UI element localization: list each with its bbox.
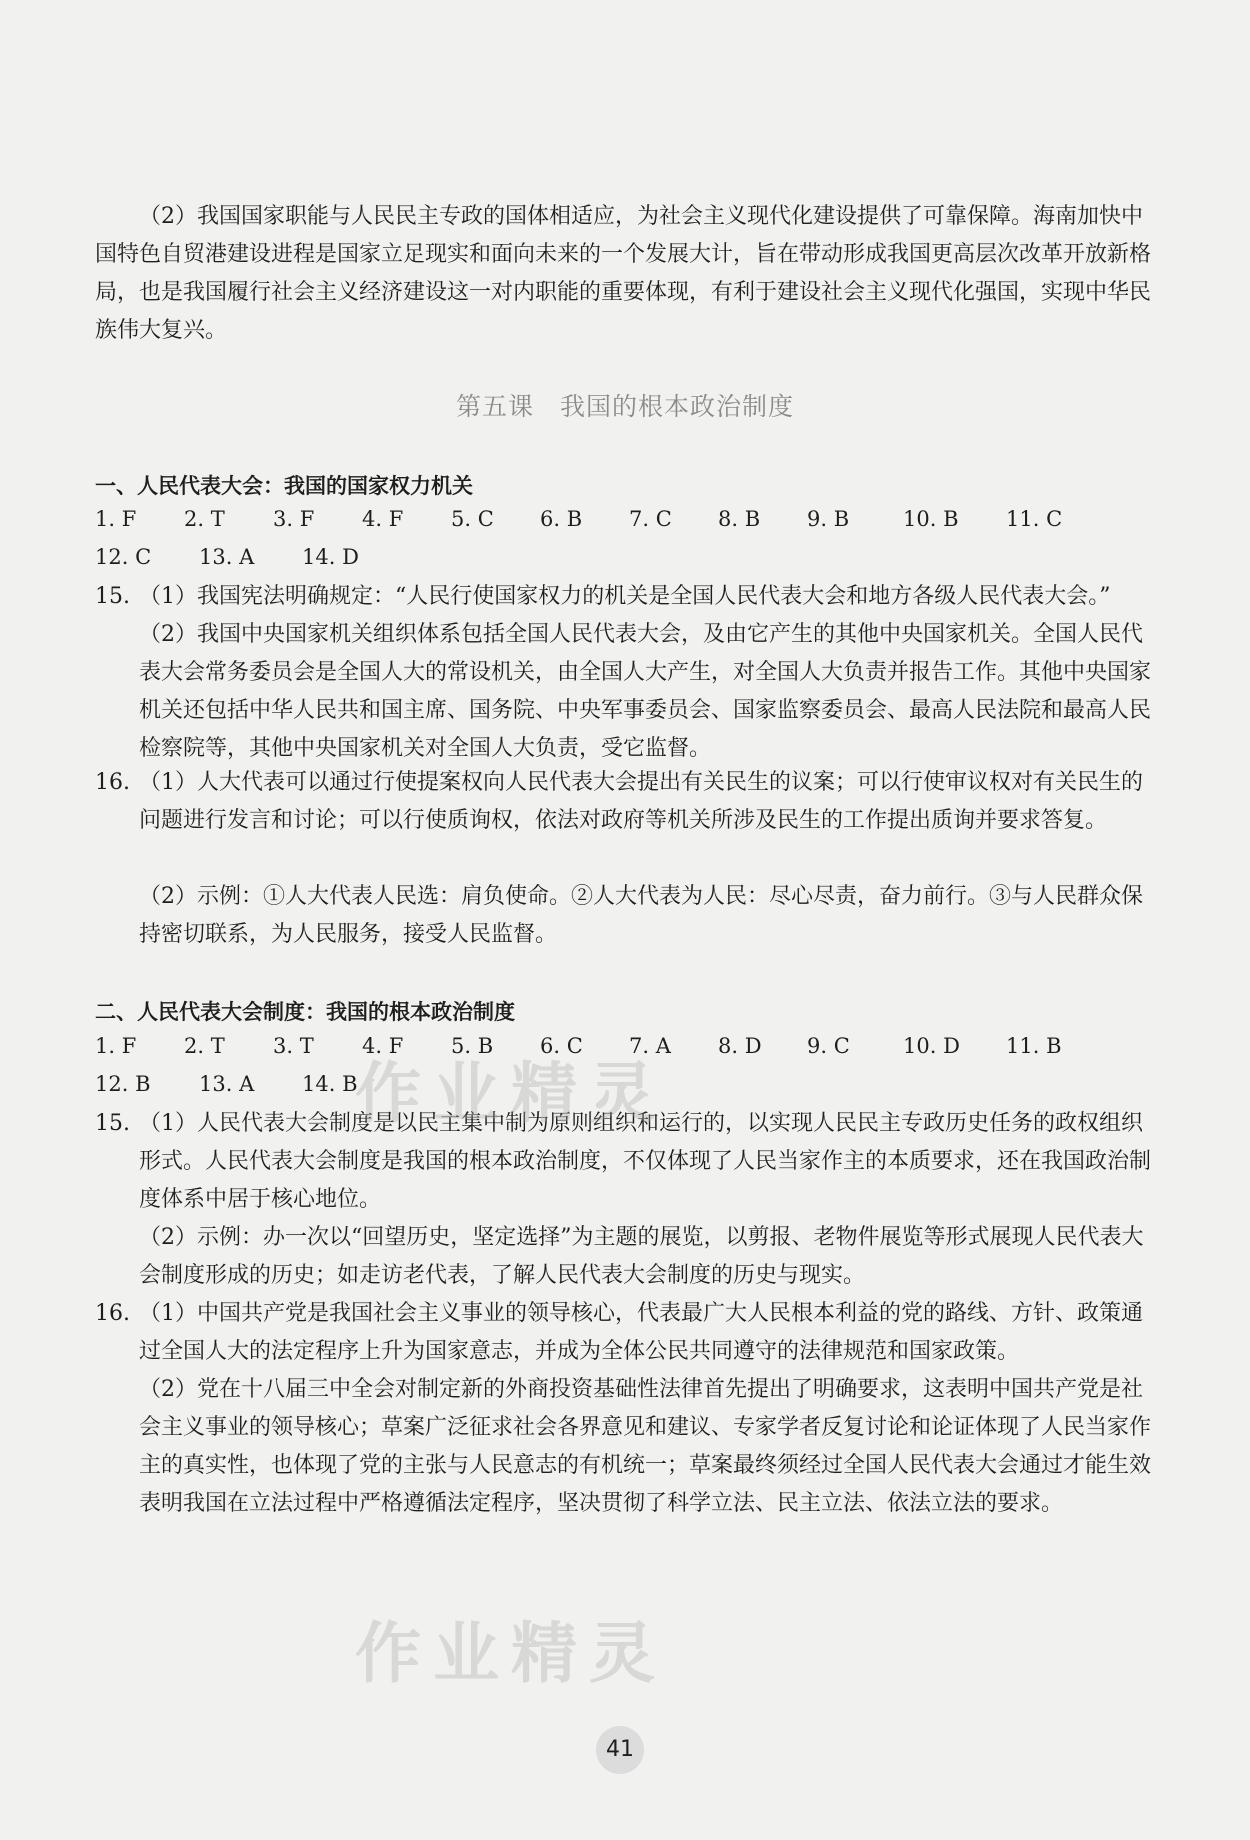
watermark-logo: 作业精灵	[355, 1055, 667, 1132]
question-number: 15.	[95, 584, 130, 609]
answer-text: （1）人民代表大会制度是以民主集中制为原则组织和运行的，以实现人民民主专政历史任务的政权组织形式。人民代表大会制度是我国的根本政治制度，不仅体现了人民当家作主的本质要求，还在我国政治制度体系中居于核心地位。	[139, 1111, 1152, 1212]
intro-paragraph: （2）我国国家职能与人民民主专政的国体相适应，为社会主义现代化建设提供了可靠保障。海南加快中国特色自贸港建设进程是国家立足现实和面向未来的一个发展大计，旨在带动形成我国更高层次改革开放新格局，也是我国履行社会主义经济建设这一对内职能的重要体现，有利于建设社会主义现代化强国，实现中华民族伟大复兴。	[95, 204, 1152, 343]
question-number: 16.	[95, 770, 130, 795]
watermark-logo: 作业精灵	[355, 1615, 667, 1692]
section2-q16-part2: （2）党在十八届三中全会对制定新的外商投资基础性法律首先提出了明确要求，这表明中国共产党是社会主义事业的领导核心；草案广泛征求社会各界意见和建议、专家学者反复讨论和论证体现了人民当家作主的真实性，也体现了党的主张与人民意志的有机统一；草案最终须经过全国人民代表大会通过才能生效表明我国在立法过程中严格遵循法定程序，坚决贯彻了科学立法、民主立法、依法立法的要求。	[139, 1377, 1152, 1516]
answer-item: 9. B	[807, 507, 850, 531]
answer-item: 10. B	[903, 507, 959, 531]
question-number: 15.	[95, 1111, 130, 1136]
answer-item: 6. B	[540, 507, 583, 531]
section1-q15	[95, 578, 1155, 616]
answer-item: 14. B	[302, 1072, 358, 1096]
answer-text: （1）我国宪法明确规定：“人民行使国家权力的机关是全国人民代表大会和地方各级人民代表大会。”	[139, 584, 1111, 609]
answer-item: 6. C	[540, 1034, 583, 1058]
answer-item: 2. T	[184, 507, 225, 531]
answer-item: 4. F	[362, 1034, 404, 1058]
page-number: 41	[596, 1726, 644, 1774]
answer-item: 12. C	[95, 545, 152, 569]
section1-answers-row2	[95, 545, 495, 575]
answer-item: 2. T	[184, 1034, 225, 1058]
answer-item: 12. B	[95, 1072, 151, 1096]
answer-item: 3. T	[273, 1034, 314, 1058]
answer-item: 13. A	[199, 545, 255, 569]
answer-item: 7. A	[629, 1034, 671, 1058]
answer-item: 7. C	[629, 507, 672, 531]
section1-q16-part2: （2）示例：①人大代表人民选：肩负使命。②人大代表为人民：尽心尽责，奋力前行。③与人民群众保持密切联系，为人民服务，接受人民监督。	[139, 884, 1144, 947]
section1-title: 一、人民代表大会：我国的国家权力机关	[95, 474, 473, 498]
answer-item: 4. F	[362, 507, 404, 531]
section1-q15-part2: （2）我国中央国家机关组织体系包括全国人民代表大会，及由它产生的其他中央国家机关。全国人民代表大会常务委员会是全国人大的常设机关，由全国人大产生，对全国人大负责并报告工作。其他中央国家机关还包括中华人民共和国主席、国务院、中央军事委员会、国家监察委员会、最高人民法院和最高人民检察院等，其他中央国家机关对全国人大负责，受它监督。	[139, 622, 1152, 761]
answer-item: 8. B	[718, 507, 761, 531]
answer-item: 5. B	[451, 1034, 494, 1058]
answer-item: 14. D	[302, 545, 359, 569]
answer-item: 10. D	[903, 1034, 960, 1058]
answer-item: 1. F	[95, 1034, 137, 1058]
answer-item: 5. C	[451, 507, 494, 531]
answer-item: 11. B	[1006, 1034, 1062, 1058]
question-number: 16.	[95, 1301, 130, 1326]
answer-item: 13. A	[199, 1072, 255, 1096]
answer-item: 9. C	[807, 1034, 850, 1058]
section2-q15-part2: （2）示例：办一次以“回望历史，坚定选择”为主题的展览，以剪报、老物件展览等形式展现人民代表大会制度形成的历史；如走访老代表，了解人民代表大会制度的历史与现实。	[139, 1225, 1144, 1288]
answer-item: 11. C	[1006, 507, 1063, 531]
lesson-title: 第五课 我国的根本政治制度	[455, 392, 794, 421]
section2-title: 二、人民代表大会制度：我国的根本政治制度	[95, 1000, 515, 1024]
answer-text: （1）人大代表可以通过行使提案权向人民代表大会提出有关民生的议案；可以行使审议权对有关民生的问题进行发言和讨论；可以行使质询权，依法对政府等机关所涉及民生的工作提出质询并要求答复。	[139, 770, 1144, 833]
answer-text: （1）中国共产党是我国社会主义事业的领导核心，代表最广大人民根本利益的党的路线、方针、政策通过全国人大的法定程序上升为国家意志，并成为全体公民共同遵守的法律规范和国家政策。	[139, 1301, 1144, 1364]
answer-item: 3. F	[273, 507, 315, 531]
answer-item: 8. D	[718, 1034, 762, 1058]
answer-item: 1. F	[95, 507, 137, 531]
section2-q16	[95, 1295, 1155, 1371]
section1-answers-row1	[95, 507, 1155, 537]
section1-q16	[95, 764, 1155, 840]
